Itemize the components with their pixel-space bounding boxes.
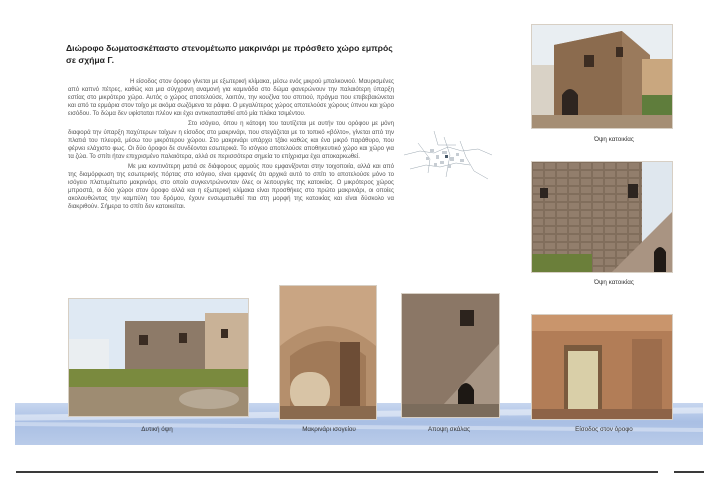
bottom-rule-right [674, 471, 704, 473]
photo-house-facade [531, 24, 673, 129]
caption-ground-floor: Μακρινάρι ισογείου [302, 426, 356, 433]
locator-map [400, 125, 496, 187]
body-text [68, 78, 394, 212]
page-title: Διώροφο δωματοσκέπαστο στενομέτωπο μακρινάρι με πρόσθετο χώρο εμπρός σε σχήμα Γ. [66, 43, 393, 65]
photo-house-side [531, 161, 673, 273]
photo-west-facade [68, 298, 249, 417]
caption-staircase: Αποψη σκάλας [427, 426, 471, 433]
paragraph-3: Με μια κοντινότερη ματιά σε διάφορους αρμούς που εμφανίζονται στην τοιχοποιία, αλλά και από της διαμόρφωση της εσωτερικής πόρτας στο ισόγειο, είναι εμφανές ότι αρχικά αυτό το σπίτι το αποτελούσε μόνο το ισόγειο πλατυμέτωπο μακρινάρι, στο οποίο συγκεντρώνονταν όλες οι λειτουργίες της κατοικίας. Ο μικρότερος χώρος μπροστά, οι δύο χώροι στον όροφο αλλά και η εξωτερική κλίμακα είναι προσθήκες στο πρώτο μακρινάρι, οι οποίες ακολουθώντας την καμπύλη του δρόμου, έχουν ενσωματωθεί πια στη μορφή της κατοικίας και είναι δύσκολο να διακριθούν. Σήμερα το σπίτι δεν κατοικείται. [68, 162, 394, 211]
caption-house-view-1: Όψη κατοικίας [594, 136, 634, 143]
bottom-rule [16, 471, 658, 473]
photo-staircase [401, 293, 500, 418]
paragraph-2: Στο ισόγειο, όπου η κάτοψη του ταυτίζεται με αυτήν του ορόφου με μόνη διαφορά την ύπαρξη παχύτερων τοίχων η είσοδος στο μακρινάρι, που στεγάζεται με το τοπικό «βόλτο», γίνεται από την πλατιά του πλευρά, μέσω του μικρότερου χώρου. Στο μακρινάρι υπάρχει τζάκι καθώς και ένα μικρό παράθυρο, που φέρνει ελάχιστο φως. Οι δύο όροφοι δε συνδέονται εσωτερικά. Το ισόγειο αποτελούσε αποθηκευτικό χώρο και χώρο για τα ζώα. Το σπίτι ήταν επιχρισμένο παλαιότερα, αλλά σε περισσότερα σημεία το επίχρισμα έχει αποκαρκωθεί. [68, 120, 394, 160]
paragraph-1: Η είσοδος στον όροφο γίνεται με εξωτερική κλίμακα, μέσω ενός μικρού μπαλκονιού. Μαυρισμένες από καπνό πέτρες, καθώς και μια σύγχρονη αναμονή για καμινάδα στο δώμα φανερώνουν την παλαιότερη ύπαρξη εστίας στο μικρότερο χώρο. Αυτός ο χώρος αποτελούσε, λοιπόν, την κουζίνα του σπιτιού, πράγμα που επιβεβαιώνεται και από τα ερμάρια στον τοίχο με ακόμα σωζόμενα τα ράφια. Ο μεγαλύτερος χώρος αποτελούσε χώρους ύπνου και χώρο εισόδου. Το δώμα δεν υφίσταται πλέον και έχει αντικατασταθεί από μία πλάκα τσιμέντου. [68, 78, 394, 118]
caption-upper-floor-entrance: Είσοδος στον όροφο [575, 426, 633, 433]
photo-ground-floor-interior [279, 285, 377, 420]
caption-house-view-2: Όψη κατοικίας [594, 279, 634, 286]
caption-west-facade: Δυτική όψη [141, 426, 173, 433]
photo-upper-floor-entrance [531, 314, 673, 420]
